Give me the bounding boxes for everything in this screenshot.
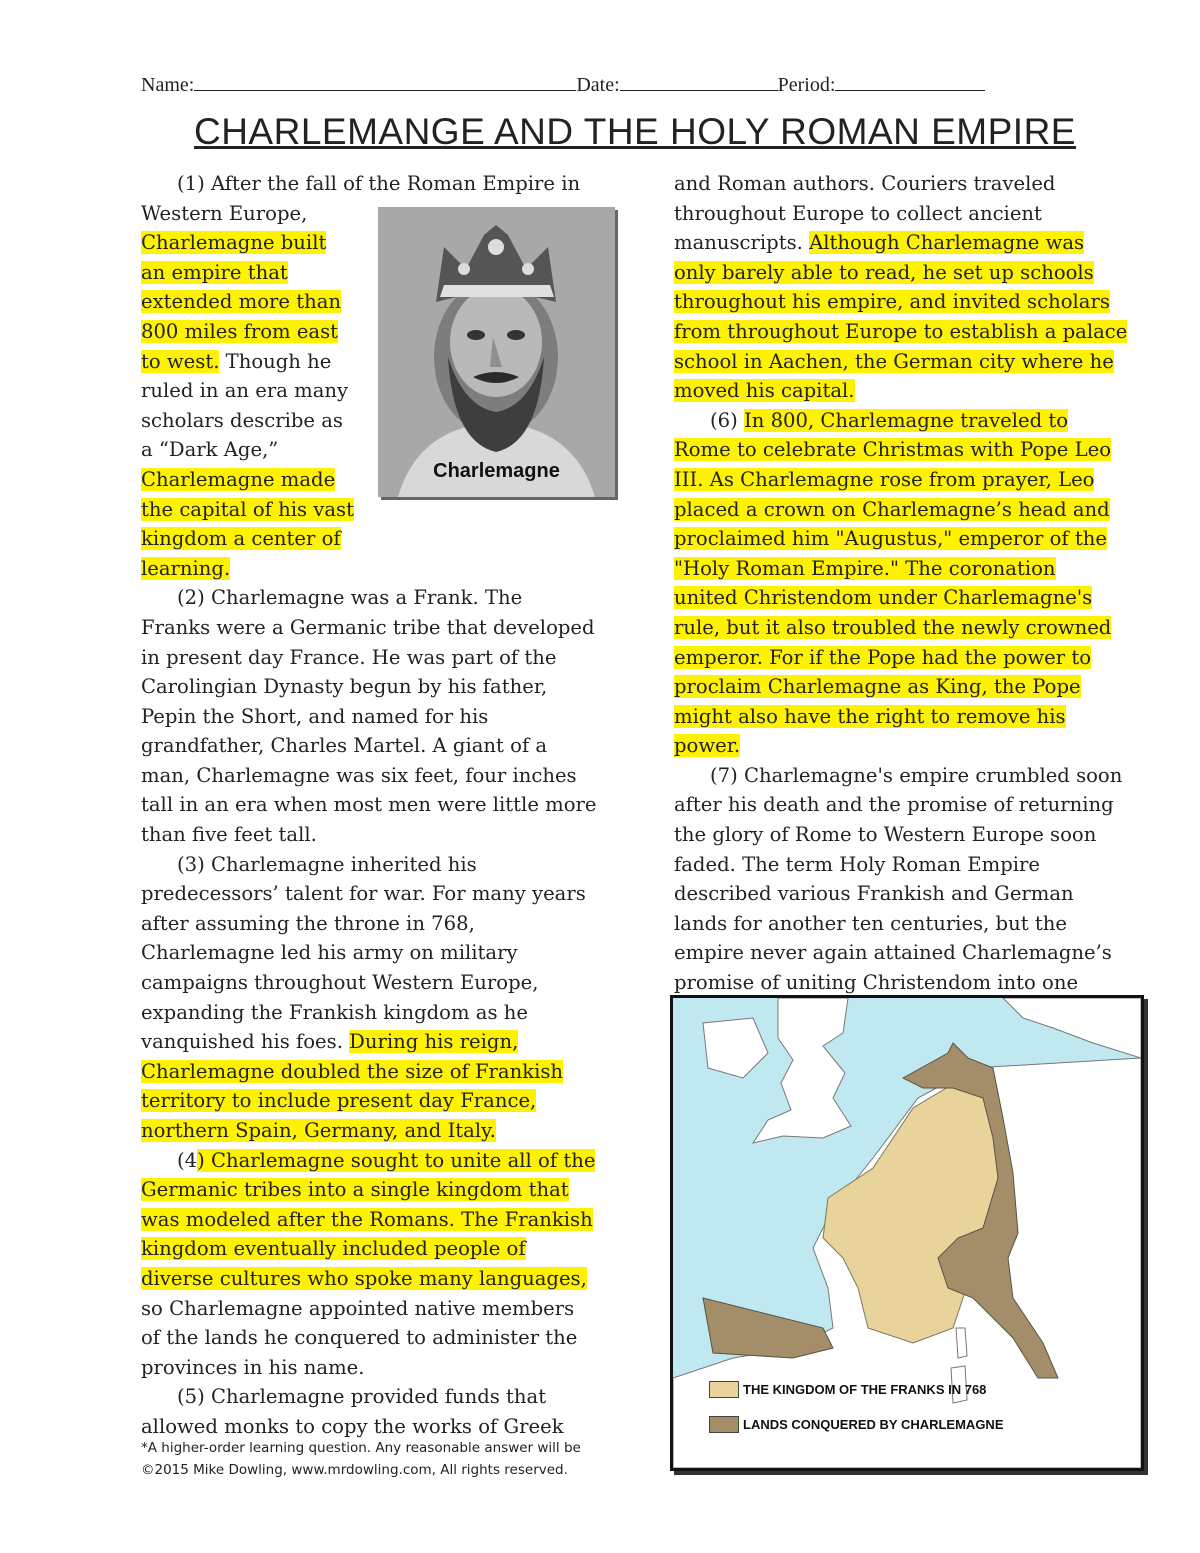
highlighted-text: Charlemagne doubled the size of Frankish: [141, 1059, 564, 1083]
text-line: [674, 968, 1134, 998]
text-line: [141, 495, 611, 525]
text-line: [141, 1205, 611, 1235]
text-line: [674, 406, 1134, 436]
text-line: [141, 790, 611, 820]
highlighted-text: ) Charlemagne sought to unite all of the: [197, 1148, 596, 1172]
text-line: [141, 820, 611, 850]
text-line: [674, 879, 1134, 909]
highlighted-text: Rome to celebrate Christmas with Pope Leo: [674, 438, 1112, 462]
text-line: [141, 1086, 611, 1116]
highlighted-text: III. As Charlemagne rose from prayer, Leo: [674, 467, 1095, 491]
text-span: after his death and the promise of returning: [674, 793, 1114, 817]
text-span: tall in an era when most men were little more: [141, 793, 597, 817]
date-label: Date:: [576, 74, 620, 96]
text-span: described various Frankish and German: [674, 882, 1074, 906]
text-line: [141, 554, 611, 584]
text-span: Charlemagne led his army on military: [141, 941, 518, 965]
text-span: a “Dark Age,”: [141, 438, 279, 462]
text-span: man, Charlemagne was six feet, four inches: [141, 763, 577, 787]
text-span: and Roman authors. Couriers traveled: [674, 172, 1056, 195]
text-span: lands for another ten centuries, but the: [674, 911, 1067, 935]
right-column: [674, 169, 1134, 998]
text-span: than five feet tall.: [141, 823, 317, 847]
text-span: manuscripts.: [674, 231, 810, 255]
text-line: [141, 1294, 611, 1324]
text-span: empire never again attained Charlemagne’s: [674, 941, 1112, 965]
highlighted-text: "Holy Roman Empire." The coronation: [674, 556, 1056, 580]
legend-swatch-conquered: [709, 1416, 739, 1433]
highlighted-text: was modeled after the Romans. The Frankish: [141, 1207, 593, 1231]
footer: [141, 1437, 581, 1481]
text-span: (7) Charlemagne's empire crumbled soon: [710, 763, 1123, 787]
text-line: [674, 583, 1134, 613]
text-line: [674, 435, 1134, 465]
highlighted-text: Charlemagne built: [141, 231, 327, 255]
name-label: Name:: [141, 74, 195, 96]
period-label: Period:: [777, 74, 836, 96]
text-span: (6): [710, 408, 744, 432]
text-line: [141, 672, 611, 702]
map-frankish-empire: [670, 995, 1144, 1471]
text-line: [141, 1027, 611, 1057]
text-line: [141, 1323, 611, 1353]
text-span: vanquished his foes.: [141, 1030, 350, 1054]
text-span: (2) Charlemagne was a Frank. The: [177, 586, 523, 610]
text-span: after assuming the throne in 768,: [141, 911, 475, 935]
text-line: [141, 879, 611, 909]
legend-label-kingdom: THE KINGDOM OF THE FRANKS IN 768: [743, 1382, 987, 1397]
text-line: [674, 672, 1134, 702]
text-line: [674, 258, 1134, 288]
text-line: [141, 968, 611, 998]
highlighted-text: an empire that: [141, 260, 288, 284]
text-span: campaigns throughout Western Europe,: [141, 971, 539, 995]
period-blank[interactable]: [835, 90, 985, 91]
text-line: [674, 554, 1134, 584]
highlighted-text: moved his capital.: [674, 379, 855, 403]
text-line: [674, 169, 1134, 199]
text-line: [674, 909, 1134, 939]
text-span: scholars describe as: [141, 408, 343, 432]
highlighted-text: rule, but it also troubled the newly crowned: [674, 615, 1112, 639]
highlighted-text: the capital of his vast: [141, 497, 354, 521]
highlighted-text: 800 miles from east: [141, 319, 339, 343]
charlemagne-portrait: [378, 207, 615, 497]
highlighted-text: diverse cultures who spoke many languages,: [141, 1266, 587, 1290]
footer-note: *A higher-order learning question. Any reasonable answer will be: [141, 1440, 581, 1456]
text-span: faded. The term Holy Roman Empire: [674, 852, 1040, 876]
legend-item-kingdom-768: [709, 1381, 986, 1398]
text-line: [141, 998, 611, 1028]
text-line: [674, 643, 1134, 673]
text-line: [674, 465, 1134, 495]
highlighted-text: might also have the right to remove his: [674, 704, 1066, 728]
text-line: [141, 169, 611, 199]
highlighted-text: During his reign,: [349, 1030, 519, 1054]
text-span: expanding the Frankish kingdom as he: [141, 1000, 528, 1024]
header-fields: [141, 74, 985, 97]
text-span: Though he: [219, 349, 332, 373]
text-line: [674, 376, 1134, 406]
text-span: grandfather, Charles Martel. A giant of a: [141, 734, 548, 758]
text-line: [141, 1146, 611, 1176]
highlighted-text: proclaim Charlemagne as King, the Pope: [674, 675, 1081, 699]
highlighted-text: kingdom a center of: [141, 527, 341, 551]
highlighted-text: only barely able to read, he set up schools: [674, 260, 1094, 284]
text-span: (4: [177, 1148, 198, 1172]
text-line: [141, 731, 611, 761]
text-span: so Charlemagne appointed native members: [141, 1296, 575, 1320]
text-span: allowed monks to copy the works of Greek: [141, 1414, 564, 1438]
text-span: the glory of Rome to Western Europe soon: [674, 823, 1097, 847]
text-line: [141, 613, 611, 643]
highlighted-text: northern Spain, Germany, and Italy.: [141, 1119, 496, 1142]
page-title: CHARLEMANGE AND THE HOLY ROMAN EMPIRE: [193, 111, 1076, 152]
text-line: [674, 524, 1134, 554]
footer-copyright: ©2015 Mike Dowling, www.mrdowling.com, All rights reserved.: [141, 1462, 568, 1478]
text-line: [674, 938, 1134, 968]
text-line: [141, 761, 611, 791]
text-line: [141, 1264, 611, 1294]
date-blank[interactable]: [620, 90, 778, 91]
text-line: [674, 761, 1134, 791]
text-span: in present day France. He was part of the: [141, 645, 557, 669]
highlighted-text: to west.: [141, 349, 220, 373]
text-span: (3) Charlemagne inherited his: [177, 852, 477, 876]
text-line: [141, 524, 611, 554]
text-line: [674, 287, 1134, 317]
highlighted-text: learning.: [141, 556, 231, 580]
text-line: [674, 702, 1134, 732]
text-line: [141, 702, 611, 732]
highlighted-text: emperor. For if the Pope had the power to: [674, 645, 1092, 669]
text-line: [674, 613, 1134, 643]
text-line: [141, 1057, 611, 1087]
highlighted-text: power.: [674, 734, 741, 758]
text-span: Pepin the Short, and named for his: [141, 704, 489, 728]
name-blank[interactable]: [194, 90, 576, 91]
highlighted-text: Charlemagne made: [141, 467, 336, 491]
text-span: promise of uniting Christendom into one: [674, 971, 1079, 995]
highlighted-text: kingdom eventually included people of: [141, 1237, 526, 1261]
highlighted-text: extended more than: [141, 290, 342, 314]
highlighted-text: placed a crown on Charlemagne’s head and: [674, 497, 1110, 521]
portrait-caption: Charlemagne: [433, 460, 560, 482]
text-line: [141, 850, 611, 880]
text-line: [141, 1175, 611, 1205]
highlighted-text: proclaimed him "Augustus," emperor of the: [674, 527, 1107, 551]
text-span: (5) Charlemagne provided funds that: [177, 1385, 547, 1409]
text-span: ruled in an era many: [141, 379, 349, 403]
text-line: [141, 1234, 611, 1264]
text-line: [674, 228, 1134, 258]
portrait-illustration: [378, 207, 615, 497]
text-line: [141, 583, 611, 613]
text-span: of the lands he conquered to administer the: [141, 1326, 578, 1350]
text-span: throughout Europe to collect ancient: [674, 201, 1042, 225]
text-span: Carolingian Dynasty begun by his father,: [141, 675, 548, 699]
text-line: [674, 317, 1134, 347]
text-span: (1) After the fall of the Roman Empire in: [177, 172, 581, 195]
legend-label-conquered: LANDS CONQUERED BY CHARLEMAGNE: [743, 1417, 1004, 1432]
text-line: [674, 199, 1134, 229]
text-line: [141, 643, 611, 673]
legend-item-conquered: [709, 1416, 1004, 1433]
text-line: [674, 850, 1134, 880]
text-line: [674, 347, 1134, 377]
text-line: [674, 495, 1134, 525]
text-line: [674, 790, 1134, 820]
text-line: [141, 1382, 611, 1412]
highlighted-text: Although Charlemagne was: [809, 231, 1085, 255]
highlighted-text: from throughout Europe to establish a palace: [674, 319, 1128, 343]
highlighted-text: territory to include present day France,: [141, 1089, 537, 1113]
legend-swatch-kingdom: [709, 1381, 739, 1398]
highlighted-text: united Christendom under Charlemagne's: [674, 586, 1093, 610]
text-span: provinces in his name.: [141, 1355, 365, 1379]
text-span: Western Europe,: [141, 201, 308, 225]
highlighted-text: throughout his empire, and invited scholars: [674, 290, 1110, 314]
text-line: [141, 909, 611, 939]
highlighted-text: Germanic tribes into a single kingdom that: [141, 1178, 569, 1202]
highlighted-text: In 800, Charlemagne traveled to: [743, 408, 1069, 432]
text-line: [141, 1116, 611, 1146]
text-line: [674, 820, 1134, 850]
text-span: Franks were a Germanic tribe that developed: [141, 615, 595, 639]
text-line: [674, 731, 1134, 761]
text-span: predecessors’ talent for war. For many years: [141, 882, 586, 906]
text-line: [141, 1353, 611, 1383]
text-line: [141, 938, 611, 968]
highlighted-text: school in Aachen, the German city where he: [674, 349, 1114, 373]
